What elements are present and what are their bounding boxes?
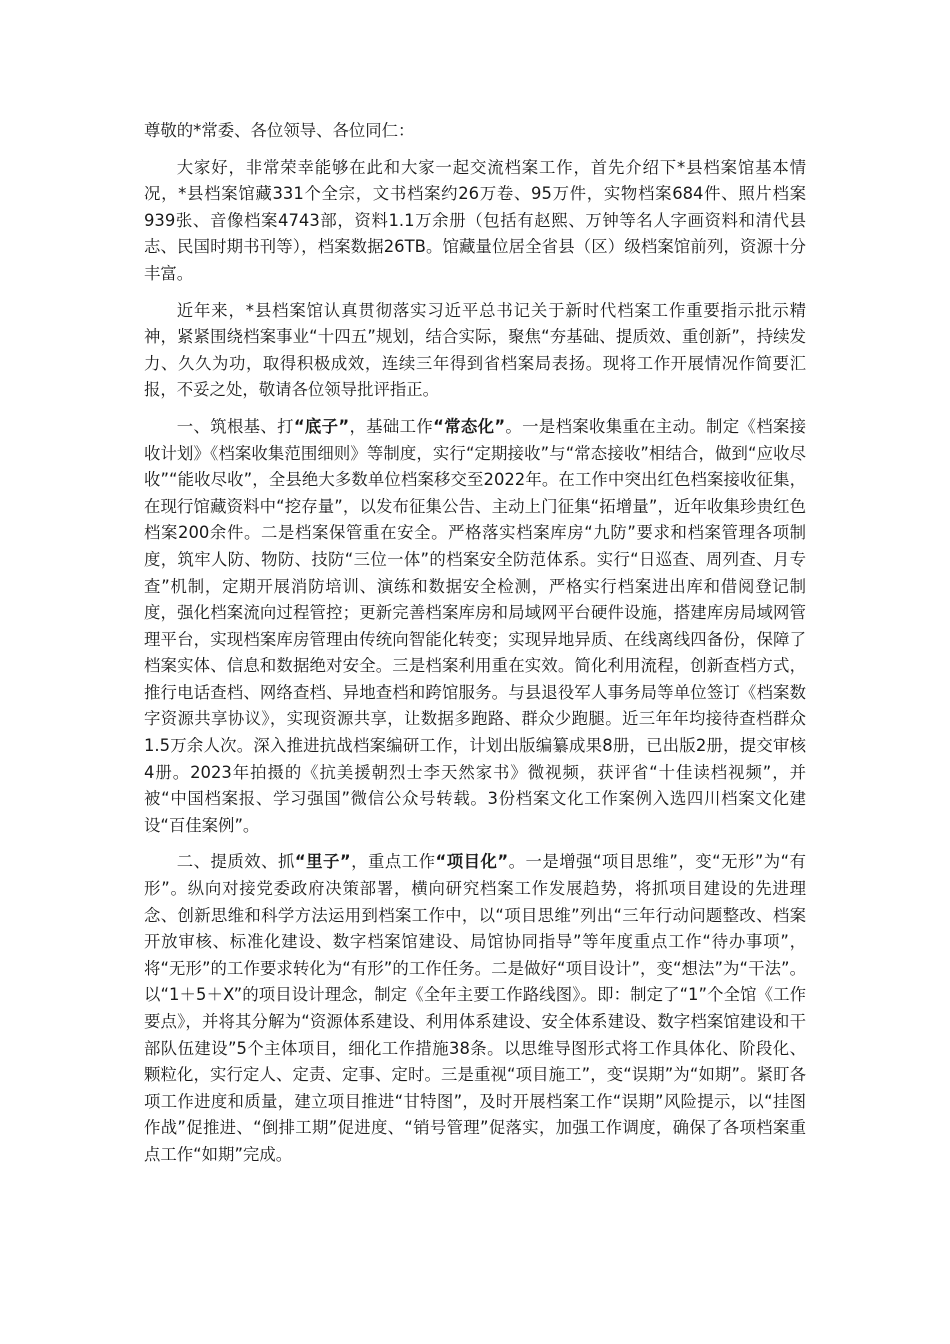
section-two-heading-b: “里子” <box>294 852 351 872</box>
section-one-paragraph <box>144 414 806 840</box>
section-two-heading-a: 二、提质效、抓 <box>176 852 295 872</box>
section-one-body: 一是档案收集重在主动。制定《档案接收计划》《档案收集范围细则》等制度，实行“定期接收”与“常态接收”相结合，做到“应收尽收”“能收尽收”，全县绝大多数单位档案移交至2022年。在工作中突出红色档案接收征集，在现行馆藏资料中“挖存量”，以发布征集公告、主动上门征集“拓增量”，近年收集珍贵红色档案200余件。二是档案保管重在安全。严格落实档案库房“九防”要求和档案管理各项制度，筑牢人防、物防、技防“三位一体”的档案安全防范体系。实行“日巡查、周列查、月专查”机制，定期开展消防培训、演练和数据安全检测，严格实行档案进出库和借阅登记制度，强化档案流向过程管控；更新完善档案库房和局域网平台硬件设施，搭建库房局域网管理平台，实现档案库房管理由传统向智能化转变；实现异地异质、在线离线四备份，保障了档案实体、信息和数据绝对安全。三是档案利用重在实效。简化利用流程，创新查档方式，推行电话查档、网络查档、异地查档和跨馆服务。与县退役军人事务局等单位签订《档案数字资源共享协议》，实现资源共享，让数据多跑路、群众少跑腿。近三年年均接待查档群众1.5万余人次。深入推进抗战档案编研工作，计划出版编纂成果8册，已出版2册，提交审核4册。2023年拍摄的《抗美援朝烈士李天然家书》微视频，获评省“十佳读档视频”，并被“中国档案报、学习强国”微信公众号转载。3份档案文化工作案例入选四川档案文化建设“百佳案例”。 <box>144 416 807 835</box>
section-two-body: 一是增强“项目思维”，变“无形”为“有形”。纵向对接党委政府决策部署，横向研究档案工作发展趋势，将抓项目建设的先进理念、创新思维和科学方法运用到档案工作中，以“项目思维”列出“三年行动问题整改、档案开放审核、标准化建设、数字档案馆建设、局馆协同指导”等年度重点工作“待办事项”，将“无形”的工作要求转化为“有形”的工作任务。二是做好“项目设计”，变“想法”为“干法”。以“1＋5＋X”的项目设计理念，制定《全年主要工作路线图》。即：制定了“1”个全馆《工作要点》，并将其分解为“资源体系建设、利用体系建设、安全体系建设、数字档案馆建设和干部队伍建设”5个主体项目，细化工作措施38条。以思维导图形式将工作具体化、阶段化、颗粒化，实行定人、定责、定事、定时。三是重视“项目施工”，变“误期”为“如期”。紧盯各项工作进度和质量，建立项目推进“甘特图”，及时开展档案工作“误期”风险提示，以“挂图作战”促推进、“倒排工期”促进度、“销号管理”促落实，加强工作调度，确保了各项档案重点工作“如期”完成。 <box>144 852 807 1164</box>
salutation: 尊敬的*常委、各位领导、各位同仁： <box>144 121 415 140</box>
section-two-paragraph <box>144 849 806 1168</box>
section-two-heading-d: “项目化” <box>435 852 509 872</box>
document-page <box>144 118 806 1179</box>
section-one-heading-c: ，基础工作 <box>349 416 434 436</box>
section-one-heading-e: 。 <box>505 416 523 436</box>
overview-paragraph: 近年来，*县档案馆认真贯彻落实习近平总书记关于新时代档案工作重要指示批示精神，紧紧围绕档案事业“十四五”规划，结合实际，聚焦“夯基础、提质效、重创新”，持续发力、久久为功，取得积极成效，连续三年得到省档案局表扬。现将工作开展情况作简要汇报，不妥之处，敬请各位领导批评指正。 <box>144 300 806 400</box>
section-one-heading-b: “底子” <box>293 416 350 436</box>
section-one-heading-d: “常态化” <box>433 416 506 436</box>
section-two-heading-c: ，重点工作 <box>350 852 436 872</box>
intro-paragraph: 大家好，非常荣幸能够在此和大家一起交流档案工作，首先介绍下*县档案馆基本情况，*县档案馆藏331个全宗，文书档案约26万卷、95万件，实物档案684件、照片档案939张、音像档案4743部，资料1.1万余册（包括有赵熙、万钟等名人字画资料和清代县志、民国时期书刊等），档案数据26TB。馆藏量位居全省县（区）级档案馆前列，资源十分丰富。 <box>144 157 806 283</box>
section-one-heading-a: 一、筑根基、打 <box>176 416 294 436</box>
section-two-heading-e: 。 <box>508 852 526 872</box>
